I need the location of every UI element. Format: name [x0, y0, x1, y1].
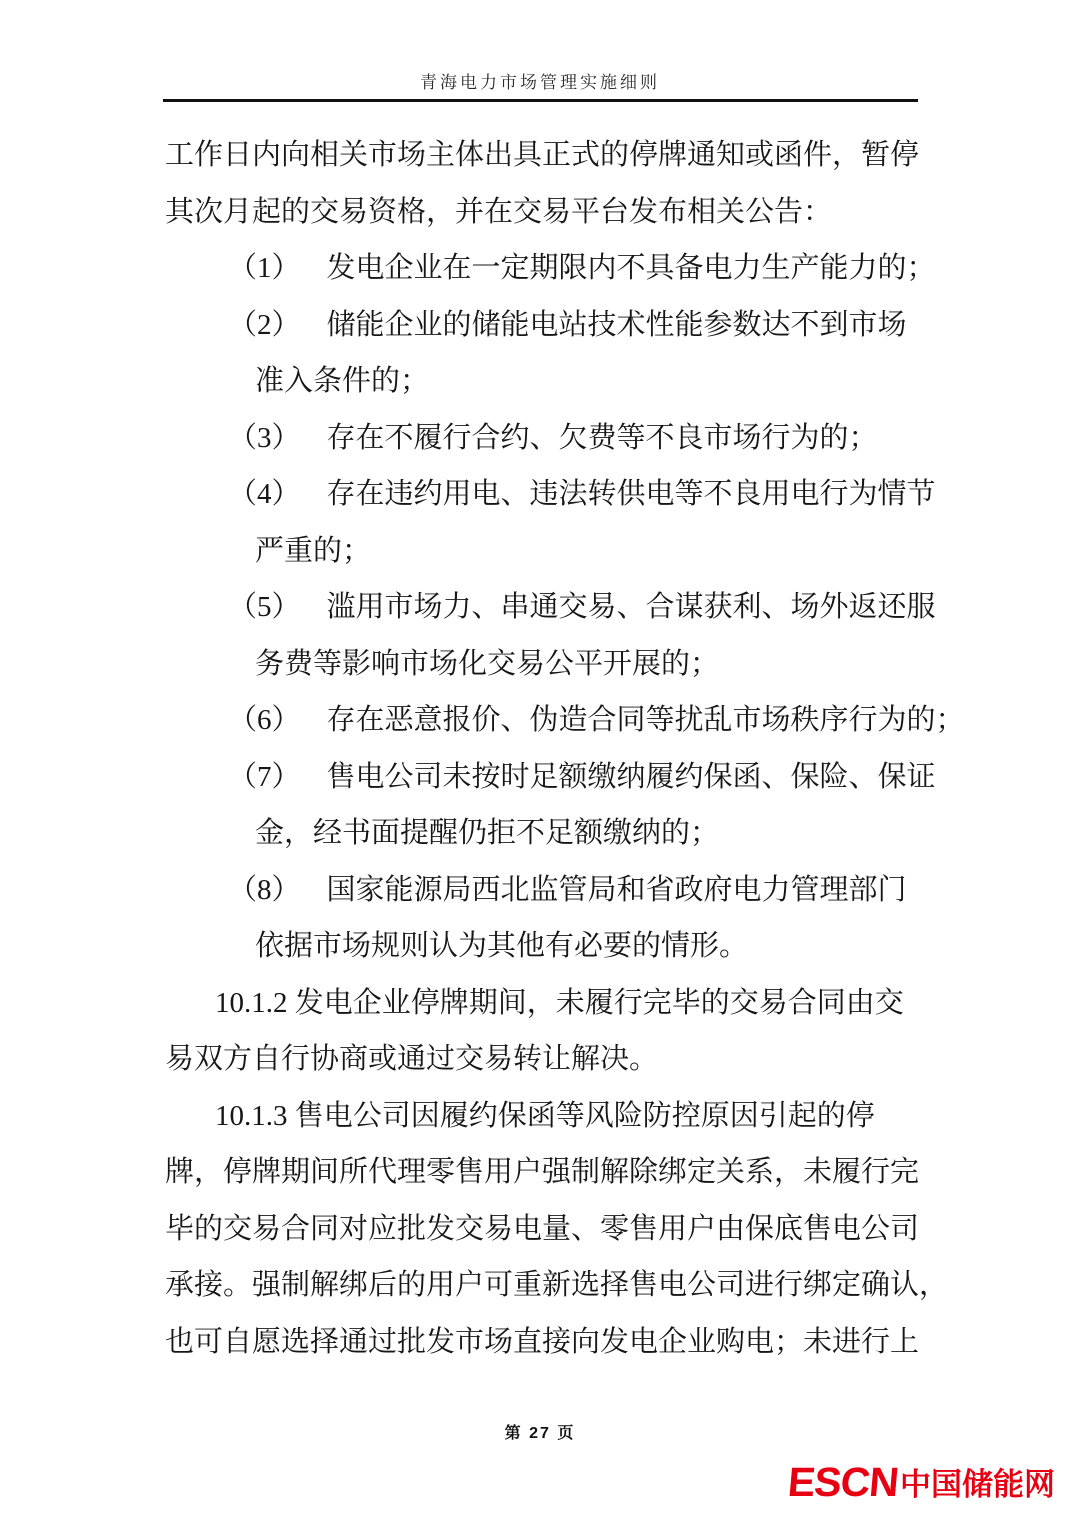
document-line	[165, 1031, 965, 1088]
item-number: （6）	[228, 704, 301, 736]
line-text: 10.1.3 售电公司因履约保函等风险防控原因引起的停	[215, 1099, 875, 1132]
line-text: 也可自愿选择通过批发市场直接向发电企业购电；未进行上	[165, 1325, 920, 1358]
header-rule-divider	[163, 99, 918, 102]
line-text: 毕的交易合同对应批发交易电量、零售用户由保底售电公司	[165, 1212, 920, 1245]
document-line	[165, 975, 965, 1032]
line-text: 发电企业在一定期限内不具备电力生产能力的；	[326, 252, 936, 284]
document-line	[165, 184, 965, 241]
document-line	[165, 749, 965, 806]
document-line	[165, 240, 965, 297]
document-line	[165, 1314, 965, 1371]
document-line	[165, 1257, 965, 1314]
document-line	[165, 523, 965, 580]
document-line	[165, 410, 965, 467]
line-text: 存在不履行合约、欠费等不良市场行为的；	[326, 421, 878, 454]
item-number: （1）	[228, 252, 301, 284]
line-text: 存在恶意报价、伪造合同等扰乱市场秩序行为的；	[326, 704, 965, 736]
document-line	[165, 1144, 965, 1201]
document-body	[165, 127, 965, 1370]
document-line	[165, 353, 965, 410]
item-number: （5）	[228, 591, 301, 623]
line-text: 储能企业的储能电站技术性能参数达不到市场	[326, 308, 907, 341]
line-text: 承接。强制解绑后的用户可重新选择售电公司进行绑定确认，	[165, 1269, 949, 1301]
line-text: 滥用市场力、串通交易、合谋获利、场外返还服	[326, 591, 936, 623]
line-text: 易双方自行协商或通过交易转让解决。	[165, 1043, 659, 1075]
page-header-title: 青海电力市场管理实施细则	[420, 73, 660, 92]
item-number: （8）	[228, 873, 301, 906]
document-line	[165, 692, 965, 749]
line-text: 存在违约用电、违法转供电等不良用电行为情节	[326, 478, 936, 510]
document-line	[165, 297, 965, 354]
document-line	[165, 579, 965, 636]
line-text: 金，经书面提醒仍拒不足额缴纳的；	[255, 817, 720, 849]
document-line	[165, 805, 965, 862]
line-text: 严重的；	[255, 534, 372, 567]
document-line	[165, 918, 965, 975]
item-number: （2）	[228, 308, 301, 341]
line-text: 其次月起的交易资格，并在交易平台发布相关公告：	[165, 195, 833, 228]
item-number: （3）	[228, 421, 301, 454]
line-text: 10.1.2 发电企业停牌期间，未履行完毕的交易合同由交	[215, 986, 904, 1019]
logo-chinese-text: 中国储能网	[900, 1467, 1055, 1502]
line-text: 牌，停牌期间所代理零售用户强制解除绑定关系，未履行完	[165, 1156, 920, 1188]
line-text: 务费等影响市场化交易公平开展的；	[255, 647, 720, 680]
document-line	[165, 636, 965, 693]
line-text: 国家能源局西北监管局和省政府电力管理部门	[326, 873, 907, 906]
line-text: 依据市场规则认为其他有必要的情形。	[255, 930, 749, 962]
item-number: （7）	[228, 760, 301, 793]
page-number: 第 27 页	[504, 1425, 576, 1442]
line-text: 工作日内向相关市场主体出具正式的停牌通知或函件，暂停	[165, 139, 920, 171]
line-text: 售电公司未按时足额缴纳履约保函、保险、保证	[326, 760, 936, 793]
document-line	[165, 127, 965, 184]
document-line	[165, 1201, 965, 1258]
document-line	[165, 466, 965, 523]
logo-latin-text: ESCN	[786, 1459, 901, 1505]
document-line	[165, 1088, 965, 1145]
line-text: 准入条件的；	[255, 365, 430, 397]
document-line	[165, 862, 965, 919]
item-number: （4）	[228, 478, 301, 510]
escn-watermark-logo	[786, 1459, 1055, 1505]
